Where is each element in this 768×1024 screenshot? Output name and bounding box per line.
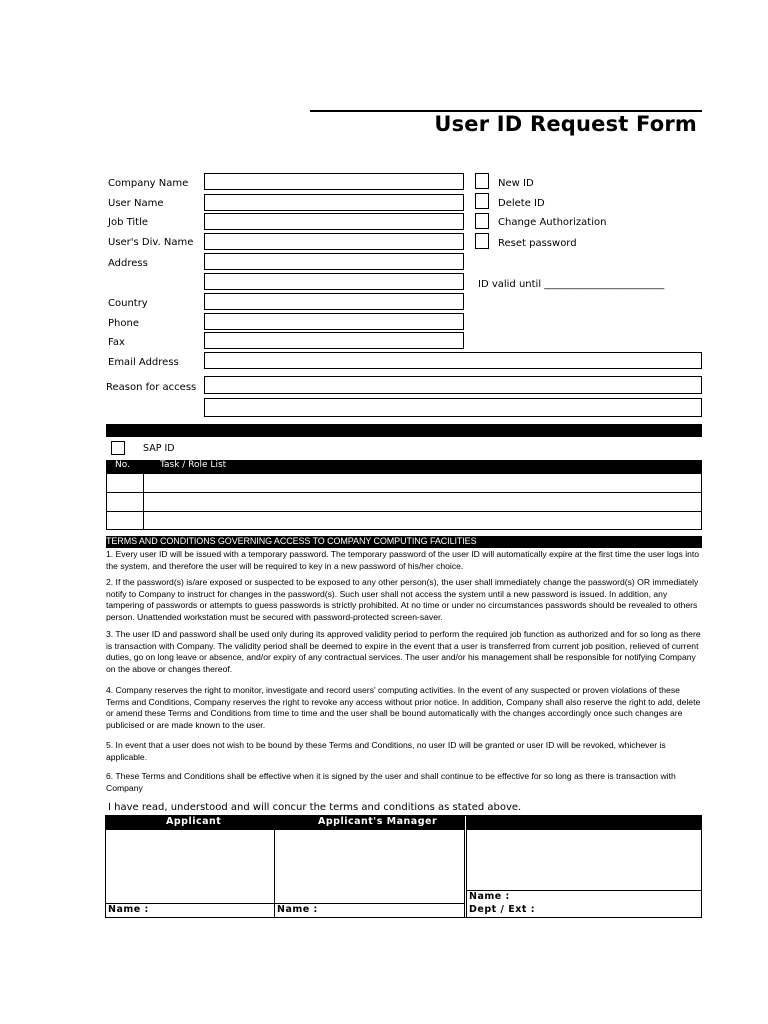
terms-heading-bar xyxy=(106,536,702,548)
phone-field[interactable] xyxy=(204,313,464,330)
task-row-1-input[interactable] xyxy=(144,475,701,491)
sap-id-label: SAP ID xyxy=(143,443,175,454)
job-title-field[interactable] xyxy=(204,213,464,230)
new-id-label: New ID xyxy=(498,178,534,189)
task-col-role: Task / Role List xyxy=(160,460,227,470)
terms-paragraph-1: 1. Every user ID will be issued with a temporary password. The temporary password of the user ID will automatically expire at the first time the user logs into the system, and therefore the user will be required to key in a new password of his/her choice. xyxy=(106,549,700,571)
user-name-field[interactable] xyxy=(204,194,464,211)
terms-heading: TERMS AND CONDITIONS GOVERNING ACCESS TO COMPANY COMPUTING FACILITIES xyxy=(106,536,477,546)
new-id-checkbox[interactable] xyxy=(475,173,489,189)
task-row-3-input[interactable] xyxy=(144,512,701,529)
applicant-header: Applicant xyxy=(166,816,222,827)
fax-label: Fax xyxy=(108,337,125,348)
company-name-field[interactable] xyxy=(204,173,464,190)
reason-field-1[interactable] xyxy=(204,376,702,394)
div-name-field[interactable] xyxy=(204,233,464,250)
terms-paragraph-6: 6. These Terms and Conditions shall be effective when it is signed by the user and shall continue to be effective for so long as there is transaction with Company xyxy=(106,771,676,793)
country-label: Country xyxy=(108,298,148,309)
change-authorization-label: Change Authorization xyxy=(498,217,607,228)
email-label: Email Address xyxy=(108,357,179,368)
section-divider xyxy=(106,424,702,437)
applicant-name-label: Name : xyxy=(108,904,149,915)
task-table-header xyxy=(106,460,702,473)
user-name-label: User Name xyxy=(108,198,164,209)
applicant-signature-area[interactable] xyxy=(107,831,273,903)
terms-paragraph-4: 4. Company reserves the right to monitor, investigate and record users' computing activities. In the event of any suspected or proven violations of these Terms and Conditions, Company reserves the right to revoke any access without prior notice. In addition, Company shall also reserve the right to add, delete or amend these Terms and Conditions from time to time and the user shall be bound automatically with the changes accordingly once such changes are publicised or are made known to the user. xyxy=(106,685,701,730)
approver-dept-ext-label: Dept / Ext : xyxy=(469,904,536,915)
div-name-label: User's Div. Name xyxy=(108,237,194,248)
country-field[interactable] xyxy=(204,293,464,310)
approver-name-label: Name : xyxy=(469,891,510,902)
reason-field-2[interactable] xyxy=(204,398,702,417)
email-field[interactable] xyxy=(204,352,702,369)
delete-id-checkbox[interactable] xyxy=(475,193,489,209)
sap-id-checkbox[interactable] xyxy=(111,441,125,455)
reason-label: Reason for access xyxy=(106,382,197,393)
address-field-2[interactable] xyxy=(204,273,464,290)
fax-field[interactable] xyxy=(204,332,464,349)
manager-name-label: Name : xyxy=(277,904,318,915)
address-field-1[interactable] xyxy=(204,253,464,270)
reset-password-checkbox[interactable] xyxy=(475,233,489,249)
phone-label: Phone xyxy=(108,318,139,329)
job-title-label: Job Title xyxy=(108,217,149,228)
reset-password-label: Reset password xyxy=(498,238,577,249)
terms-paragraph-3: 3. The user ID and password shall be used only during its approved validity period to perform the required job function as authorized and for so long as there is transaction with Company. The validity period shall be deemed to expire in the event that a user is transferred from current job position, relieved of current duties, go on long leave or absence, and/or expiry of any contractual services. The user and/or his management shall be responsible for notifying Company on the above or changes thereof. xyxy=(106,629,701,674)
manager-signature-area[interactable] xyxy=(275,831,463,903)
id-valid-until-label: ID valid until ________________________ xyxy=(478,279,665,290)
change-authorization-checkbox[interactable] xyxy=(475,213,489,229)
company-name-label: Company Name xyxy=(108,178,189,189)
terms-paragraph-5: 5. In event that a user does not wish to be bound by these Terms and Conditions, no user ID will be granted or user ID will be revoked, whichever is applicable. xyxy=(106,740,666,762)
terms-paragraph-2: 2. If the password(s) is/are exposed or suspected to be exposed to any other person(s), the user shall immediately change the password(s) OR immediately notify to Company to instruct for changes in the password(s). Such user shall not access the system until a new password is issued. In addition, any tampering of passwords or attempts to guess passwords is strictly prohibited. At no time or under no circumstances passwords should be revealed to others person. Unattended workstation must be secured with password-protected screen-saver. xyxy=(106,577,699,622)
task-table xyxy=(106,473,702,530)
approver-signature-area[interactable] xyxy=(468,831,700,890)
agreement-statement: I have read, understood and will concur the terms and conditions as stated above. xyxy=(108,802,522,813)
task-row-2-input[interactable] xyxy=(144,493,701,510)
signature-table xyxy=(105,815,702,918)
task-col-no: No. xyxy=(115,460,130,470)
form-title: User ID Request Form xyxy=(434,112,697,136)
address-label: Address xyxy=(108,258,148,269)
manager-header: Applicant's Manager xyxy=(318,816,438,827)
delete-id-label: Delete ID xyxy=(498,198,545,209)
